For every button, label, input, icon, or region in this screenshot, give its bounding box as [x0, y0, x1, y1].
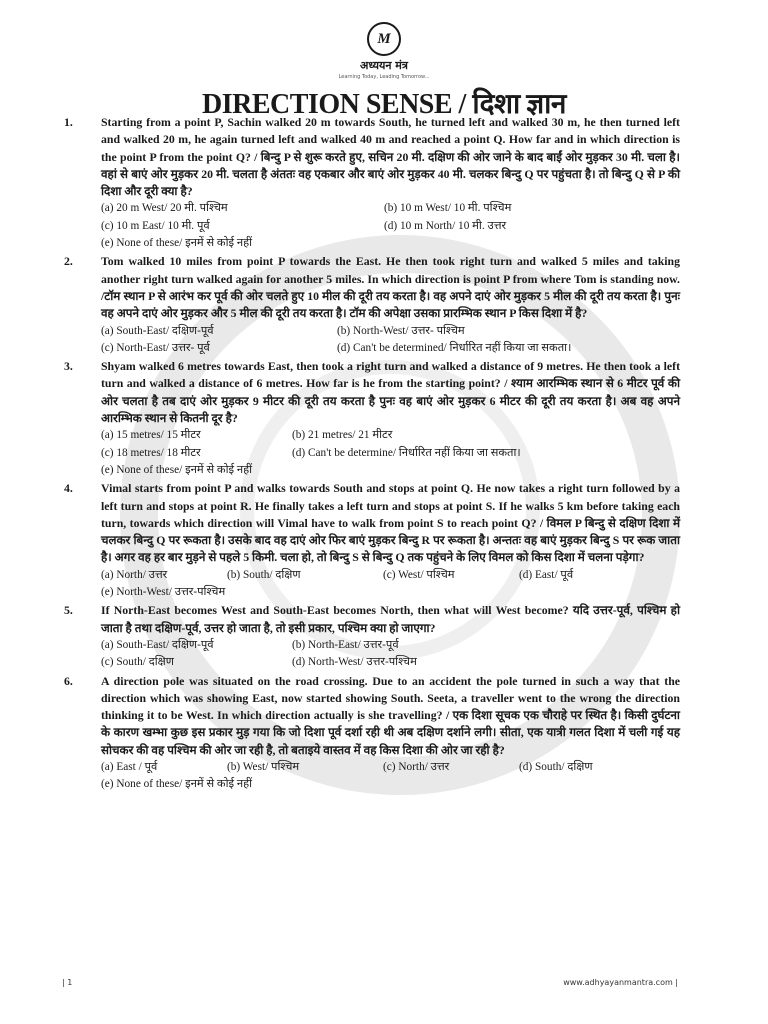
question-6	[64, 673, 680, 794]
option-a: (a) South-East/ दक्षिण-पूर्व	[101, 638, 214, 651]
question-5	[64, 602, 680, 671]
option-a: (a) South-East/ दक्षिण-पूर्व	[101, 324, 214, 337]
page-title: DIRECTION SENSE / दिशा ज्ञान	[202, 89, 566, 120]
question-number: 5.	[64, 603, 73, 618]
question-text: Tom walked 10 miles from point P towards the East. He then took right turn and walked 5 miles and taking another right turn walked again for another 5 miles. In which direction is point P from where Tom is standing now. /टॉम स्थान P से आरंभ कर पूर्व की ओर चलते हुए 10 मील की दूरी तय करता है। वह अपने दाएं ओर मुड़कर 5 मील की दूरी तय करता है। पुनः वह अपने दाएं ओर मुड़कर और 5 मील की दूरी तय करता है। टॉम की अपेक्षा उसका प्रारम्भिक स्थान P किस दिशा में है?	[101, 254, 680, 321]
question-number: 4.	[64, 481, 73, 496]
option-b: (b) North-East/ उत्तर-पूर्व	[292, 638, 399, 651]
option-e: (e) North-West/ उत्तर-पश्चिम	[101, 586, 226, 599]
option-a: (a) 15 metres/ 15 मीटर	[101, 429, 201, 442]
website-link[interactable]: www.adhyayanmantra.com |	[563, 978, 678, 987]
brand-logo-icon: M	[367, 22, 401, 56]
option-d: (d) East/ पूर्व	[519, 568, 574, 581]
options	[101, 323, 680, 358]
option-d: (d) Can't be determined/ निर्धारित नहीं किया जा सकता।	[337, 341, 572, 354]
option-a: (a) North/ उत्तर	[101, 568, 168, 581]
brand-tagline: Learning Today, Leading Tomorrow...	[338, 74, 430, 80]
options	[101, 200, 680, 252]
options	[101, 637, 680, 672]
option-c: (c) North-East/ उत्तर- पूर्व	[101, 341, 210, 354]
question-text: Vimal starts from point P and walks towards South and stops at point Q. He now takes a right turn followed by a left turn and stops at point R. He finally takes a left turn and stops at point S. If he walks 5 km before taking each turn, towards which direction will Vimal have to walk from point S to reach point Q? / विमल P बिन्दु से दक्षिण दिशा में चलकर बिन्दु Q पर रूकता है। उसके बाद वह दाएं ओर फिर बाएं मुड़कर बिन्दु R पर रूकता है। अन्ततः वह बाएं मुड़कर बिन्दु S पर रूक जाता है। अगर वह हर बार मुड़ने से पहले 5 किमी. चला हो, तो बिन्दु S से बिन्दु Q तक पहुंचने के लिए विमल को किस दिशा में चलना पड़ेगा?	[101, 481, 680, 565]
option-c: (c) West/ पश्चिम	[383, 568, 455, 581]
page-header	[0, 22, 768, 122]
page-number: | 1	[62, 978, 73, 987]
question-text: If North-East becomes West and South-East becomes North, then what will West become? यदि उत्तर-पूर्व, पश्चिम हो जाता है तथा दक्षिण-पूर्व, उत्तर हो जाता है, तो इसी प्रकार, पश्चिम क्या हो जाएगा?	[101, 603, 680, 635]
question-4	[64, 480, 680, 601]
options	[101, 759, 680, 794]
option-d: (d) South/ दक्षिण	[519, 760, 593, 773]
option-e: (e) None of these/ इनमें से कोई नहीं	[101, 778, 253, 791]
option-e: (e) None of these/ इनमें से कोई नहीं	[101, 463, 253, 476]
option-c: (c) 18 metres/ 18 मीटर	[101, 446, 201, 459]
option-d: (d) Can't be determine/ निर्धारित नहीं किया जा सकता।	[292, 446, 521, 459]
question-text: Starting from a point P, Sachin walked 20 m towards South, he turned left and walked 30 m, he then turned left and walked 20 m, he again turned left and walked 40 m and reached a point Q. How far and in which direction is the point P from the point Q? / बिन्दु P से शुरू करते हुए, सचिन 20 मी. दक्षिण की ओर जाने के बाद बाईं ओर मुड़कर 30 मी. चला है। वहां से बाएं ओर मुड़कर 20 मी. चलता है अंततः वह एकबार और बाएं ओर मुड़कर 40 मी. चलकर बिन्दु Q पर पहुंचता है। तो बिन्दु Q से P की दिशा और दूरी क्या है?	[101, 115, 680, 199]
question-2	[64, 253, 680, 357]
option-e: (e) None of these/ इनमें से कोई नहीं	[101, 237, 253, 250]
option-b: (b) 10 m West/ 10 मी. पश्चिम	[384, 202, 512, 215]
option-c: (c) 10 m East/ 10 मी. पूर्व	[101, 219, 210, 232]
options	[101, 567, 680, 602]
brand-name: अध्ययन मंत्र	[360, 59, 408, 72]
option-c: (c) South/ दक्षिण	[101, 656, 174, 669]
option-b: (b) 21 metres/ 21 मीटर	[292, 429, 393, 442]
question-1	[64, 114, 680, 252]
question-number: 1.	[64, 115, 73, 129]
option-b: (b) North-West/ उत्तर- पश्चिम	[337, 324, 465, 337]
option-a: (a) 20 m West/ 20 मी. पश्चिम	[101, 202, 228, 215]
question-number: 2.	[64, 254, 73, 269]
option-d: (d) 10 m North/ 10 मी. उत्तर	[384, 219, 507, 232]
question-list	[64, 114, 680, 795]
options	[101, 427, 680, 479]
option-a: (a) East / पूर्व	[101, 760, 158, 773]
option-b: (b) West/ पश्चिम	[227, 760, 300, 773]
question-text: A direction pole was situated on the road crossing. Due to an accident the pole turned in such a way that the direction which was showing East, now started showing South. Seeta, a traveller went to the wrong the direction thinking it to be West. In which direction actually is she travelling? / एक दिशा सूचक एक चौराहे पर स्थित है। किसी दुर्घटना के कारण खम्भा कुछ इस प्रकार मुड़ गया कि जो दिशा पूर्व दर्शा रही थी अब दक्षिण दर्शाने लगी। सीता, एक यात्री गलत दिशा में चली गई यह सोचकर की वह पश्चिम की ओर जा रही है, तो बताइये वास्तव में वह किस दिशा की ओर जा रही है?	[101, 673, 680, 757]
option-d: (d) North-West/ उत्तर-पश्चिम	[292, 656, 417, 669]
option-c: (c) North/ उत्तर	[383, 760, 450, 773]
question-text: Shyam walked 6 metres towards East, then took a right turn and walked a distance of 9 metres. He then took a left turn and walked a distance of 6 metres. How far is he from the starting point? / श्याम आरम्भिक स्थान से 6 मीटर पूर्व की ओर चलता है तब दाएं ओर मुड़कर 9 मीटर की दूरी तय करता है पुनः वह बाएं ओर मुड़कर 6 मीटर की दूरी तय करता है। अब वह अपने आरम्भिक स्थान से कितनी दूर है?	[101, 359, 680, 426]
option-b: (b) South/ दक्षिण	[227, 568, 301, 581]
question-number: 6.	[64, 673, 73, 688]
question-number: 3.	[64, 359, 73, 374]
question-3	[64, 358, 680, 479]
